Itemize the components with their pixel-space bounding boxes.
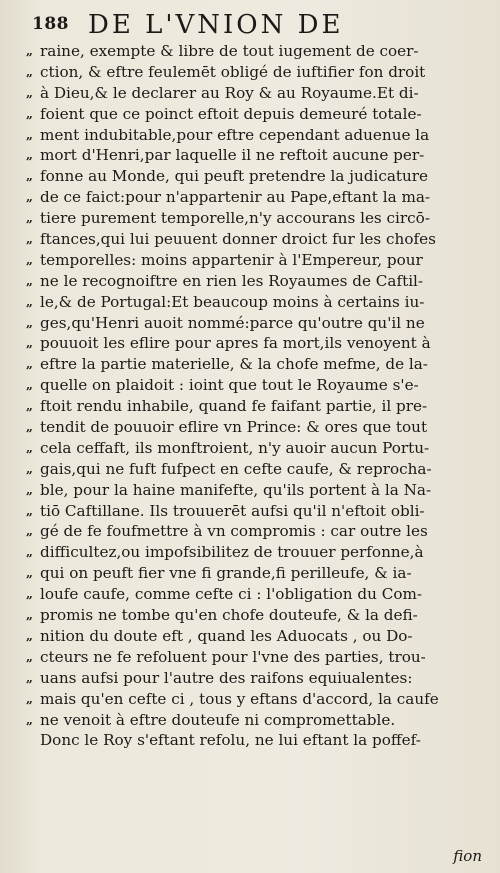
quotation-mark: „ bbox=[26, 524, 33, 539]
line-text: ftoit rendu inhabile, quand fe faifant partie, il pre- bbox=[40, 397, 428, 416]
text-line bbox=[26, 626, 486, 647]
text-line bbox=[26, 125, 486, 146]
text-line bbox=[26, 229, 486, 250]
line-text: ges,qu'Henri auoit nommé:parce qu'outre qu'il ne bbox=[40, 313, 425, 332]
text-line bbox=[26, 292, 486, 313]
line-text: difficultez,ou impofsibilitez de trouuer perfonne,à bbox=[40, 543, 424, 562]
quotation-mark: „ bbox=[26, 211, 33, 226]
quotation-mark: „ bbox=[26, 482, 33, 497]
line-text: promis ne tombe qu'en chofe douteufe, & la defi- bbox=[40, 606, 418, 625]
text-line bbox=[26, 584, 486, 605]
quotation-mark: „ bbox=[26, 440, 33, 455]
text-line bbox=[26, 563, 486, 584]
line-text: loufe caufe, comme cefte ci : l'obligation du Com- bbox=[40, 585, 422, 604]
quotation-mark: „ bbox=[26, 545, 33, 560]
text-line bbox=[26, 521, 486, 542]
quotation-mark: „ bbox=[26, 252, 33, 267]
text-line bbox=[26, 417, 486, 438]
text-line bbox=[26, 668, 486, 689]
text-line bbox=[26, 730, 486, 751]
text-line bbox=[26, 208, 486, 229]
text-line bbox=[26, 41, 486, 62]
line-text: gé de fe foufmettre à vn compromis : car outre les bbox=[40, 522, 428, 541]
catchword: fion bbox=[453, 847, 482, 865]
text-line bbox=[26, 480, 486, 501]
quotation-mark: „ bbox=[26, 712, 33, 727]
text-line bbox=[26, 354, 486, 375]
line-text: raine, exempte & libre de tout iugement de coer- bbox=[40, 42, 419, 60]
text-line bbox=[26, 459, 486, 480]
line-text: foient que ce poinct eftoit depuis demeuré totale- bbox=[40, 104, 422, 123]
quotation-mark: „ bbox=[26, 691, 33, 706]
page-header bbox=[32, 10, 472, 40]
text-line bbox=[26, 313, 486, 334]
text-line bbox=[26, 104, 486, 125]
quotation-mark: „ bbox=[26, 232, 33, 247]
line-text: le,& de Portugal:Et beaucoup moins à certains iu- bbox=[40, 292, 425, 311]
line-text: à Dieu,& le declarer au Roy & au Royaume.Et di- bbox=[40, 83, 419, 102]
body-text bbox=[26, 41, 486, 751]
quotation-mark: „ bbox=[26, 566, 33, 581]
line-text: ction, & eftre feulemēt obligé de iuftifier fon droit bbox=[40, 62, 426, 81]
line-text: de ce faict:pour n'appartenir au Pape,eftant la ma- bbox=[40, 188, 431, 207]
quotation-mark: „ bbox=[26, 587, 33, 602]
line-text: tiere purement temporelle,n'y accourans les circō- bbox=[40, 209, 430, 228]
quotation-mark: „ bbox=[26, 85, 33, 100]
text-line bbox=[26, 605, 486, 626]
text-line bbox=[26, 333, 486, 354]
quotation-mark: „ bbox=[26, 169, 33, 184]
quotation-mark: „ bbox=[26, 649, 33, 664]
quotation-mark: „ bbox=[26, 378, 33, 393]
text-line bbox=[26, 166, 486, 187]
line-text: gais,qui ne fuft fufpect en cefte caufe, & reprocha- bbox=[40, 459, 432, 478]
line-text: pouuoit les eflire pour apres fa mort,ils venoyent à bbox=[40, 334, 431, 353]
quotation-mark: „ bbox=[26, 420, 33, 435]
text-line bbox=[26, 647, 486, 668]
quotation-mark: „ bbox=[26, 670, 33, 685]
line-text: tendit de pouuoir eflire vn Prince: & ores que tout bbox=[40, 418, 428, 437]
text-line bbox=[26, 375, 486, 396]
quotation-mark: „ bbox=[26, 503, 33, 518]
quotation-mark: „ bbox=[26, 315, 33, 330]
line-text: qui on peuft fier vne fi grande,fi perilleufe, & ia- bbox=[40, 564, 412, 583]
running-head: DE L'VNION DE bbox=[88, 10, 344, 40]
quotation-mark: „ bbox=[26, 44, 33, 58]
text-line bbox=[26, 501, 486, 522]
quotation-mark: „ bbox=[26, 461, 33, 476]
text-line bbox=[26, 396, 486, 417]
line-text: mais qu'en cefte ci , tous y eftans d'accord, la caufe bbox=[40, 689, 439, 708]
text-line bbox=[26, 271, 486, 292]
line-text: uans aufsi pour l'autre des raifons equiualentes: bbox=[40, 668, 413, 687]
line-text: ment indubitable,pour eftre cependant aduenue la bbox=[40, 125, 430, 144]
line-text: quelle on plaidoit : ioint que tout le Royaume s'e- bbox=[40, 376, 419, 395]
quotation-mark: „ bbox=[26, 64, 33, 79]
line-text: cteurs ne fe refoluent pour l'vne des parties, trou- bbox=[40, 647, 426, 666]
line-text: ble, pour la haine manifefte, qu'ils portent à la Na- bbox=[40, 480, 432, 499]
text-line bbox=[26, 542, 486, 563]
line-text: eftre la partie materielle, & la chofe mefme, de la- bbox=[40, 355, 428, 374]
text-line bbox=[26, 83, 486, 104]
quotation-mark: „ bbox=[26, 148, 33, 163]
line-text: ftances,qui lui peuuent donner droict fur les chofes bbox=[40, 230, 436, 249]
text-line bbox=[26, 62, 486, 83]
line-text: temporelles: moins appartenir à l'Empereur, pour bbox=[40, 250, 423, 269]
line-text: ne le recognoiftre en rien les Royaumes de Caftil- bbox=[40, 271, 424, 290]
quotation-mark: „ bbox=[26, 273, 33, 288]
quotation-mark: „ bbox=[26, 608, 33, 623]
page-number: 188 bbox=[32, 14, 69, 34]
quotation-mark: „ bbox=[26, 106, 33, 121]
text-line bbox=[26, 689, 486, 710]
text-line bbox=[26, 250, 486, 271]
line-text: tiō Caftillane. Ils trouuerēt aufsi qu'il n'eftoit obli- bbox=[40, 501, 425, 520]
text-line bbox=[26, 145, 486, 166]
line-text: fonne au Monde, qui peuft pretendre la judicature bbox=[40, 167, 429, 186]
quotation-mark: „ bbox=[26, 357, 33, 372]
text-line bbox=[26, 438, 486, 459]
quotation-mark: „ bbox=[26, 127, 33, 142]
line-text: mort d'Henri,par laquelle il ne reftoit aucune per- bbox=[40, 146, 425, 165]
quotation-mark: „ bbox=[26, 628, 33, 643]
quotation-mark: „ bbox=[26, 190, 33, 205]
quotation-mark: „ bbox=[26, 399, 33, 414]
line-text: Donc le Roy s'eftant refolu, ne lui eftant la poffef- bbox=[40, 731, 421, 750]
text-line bbox=[26, 187, 486, 208]
quotation-mark: „ bbox=[26, 294, 33, 309]
quotation-mark: „ bbox=[26, 336, 33, 351]
text-line bbox=[26, 710, 486, 731]
line-text: ne venoit à eftre douteufe ni compromettable. bbox=[40, 710, 396, 729]
line-text: nition du doute eft , quand les Aduocats , ou Do- bbox=[40, 626, 413, 645]
line-text: cela ceffaft, ils monftroient, n'y auoir aucun Portu- bbox=[40, 438, 430, 457]
